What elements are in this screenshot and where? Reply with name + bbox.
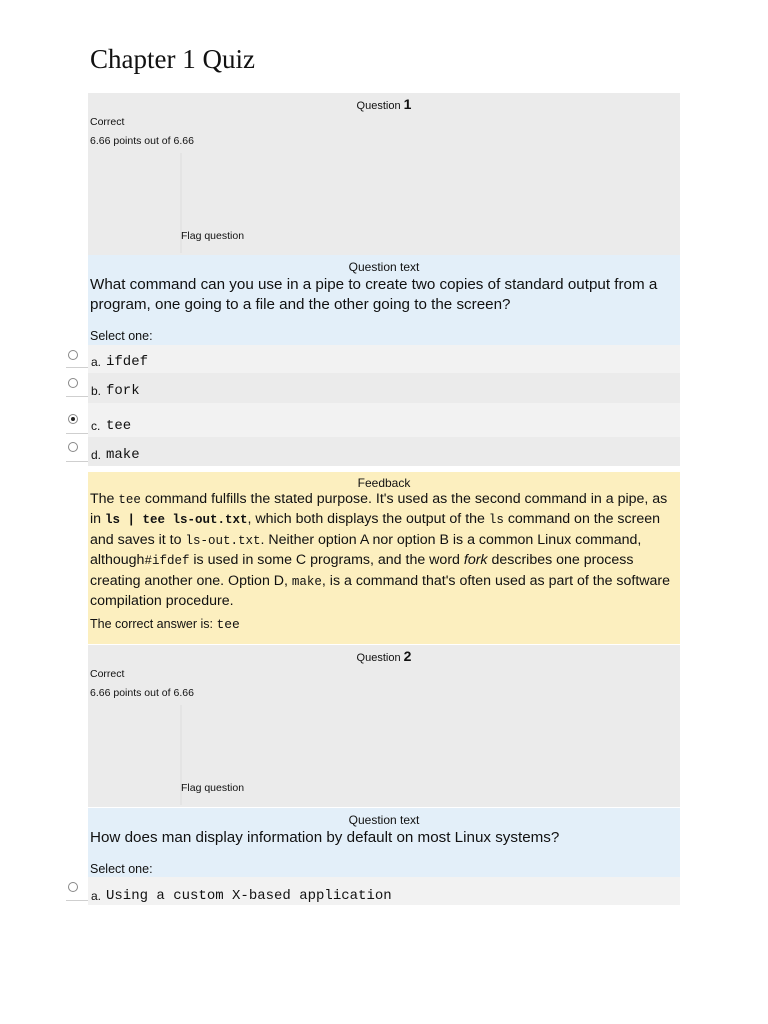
question-text: How does man display information by default on most Linux systems? bbox=[90, 829, 560, 846]
code-text: ls-out.txt bbox=[185, 533, 261, 548]
answer-radio[interactable] bbox=[68, 378, 78, 388]
feedback-text: The tee command fulfills the stated purpose. It's used as the second command in a pipe, as in ls | tee ls-out.txt, which both displays the output of the ls command on the screen and saves it to ls-out.txt. Neither option A nor option B is a common Linux command, although#ifdef is used in some C programs, and the word fork describes one process creating another one. Option D, make, is a command that's often used as part of the software compilation procedure. bbox=[90, 491, 671, 610]
answer-radio-selected[interactable] bbox=[68, 414, 78, 424]
answer-text: fork bbox=[106, 383, 140, 399]
question-number: Question 1 bbox=[356, 96, 412, 112]
correct-answer: The correct answer is: tee bbox=[90, 617, 240, 633]
question-number-value: 2 bbox=[403, 648, 412, 664]
emphasis-text: fork bbox=[463, 552, 488, 569]
question-number: Question 2 bbox=[356, 648, 412, 664]
answer-letter: c. bbox=[91, 419, 101, 433]
feedback-header: Feedback bbox=[357, 476, 411, 490]
divider bbox=[66, 367, 88, 368]
answer-letter: b. bbox=[91, 384, 102, 398]
answer-letter: a. bbox=[91, 889, 102, 903]
select-one-prompt: Select one: bbox=[90, 862, 153, 876]
answer-option[interactable] bbox=[88, 373, 680, 403]
question-text-header: Question text bbox=[348, 813, 420, 827]
answer-text: ifdef bbox=[106, 354, 149, 370]
code-text: tee bbox=[118, 493, 141, 507]
answer-letter: a. bbox=[91, 355, 102, 369]
answer-letter: d. bbox=[91, 448, 102, 462]
feedback-box bbox=[88, 472, 680, 644]
question-info bbox=[88, 93, 680, 255]
question-text: What command can you use in a pipe to create two copies of standard output from a program, one going to a file and the other going to the screen? bbox=[90, 276, 658, 313]
code-text: #ifdef bbox=[144, 554, 190, 569]
select-one-prompt: Select one: bbox=[90, 329, 153, 343]
answer-text: Using a custom X-based application bbox=[106, 888, 392, 904]
answer-text: tee bbox=[106, 418, 132, 434]
question-grade: 6.66 points out of 6.66 bbox=[90, 687, 194, 699]
question-text-header: Question text bbox=[348, 260, 420, 274]
divider bbox=[66, 900, 88, 901]
correct-answer-value: tee bbox=[216, 617, 240, 633]
question-text-box bbox=[88, 808, 680, 877]
question-grade: 6.66 points out of 6.66 bbox=[90, 135, 194, 147]
code-text: ls bbox=[488, 513, 504, 528]
code-text: make bbox=[291, 574, 322, 589]
question-state: Correct bbox=[90, 668, 125, 680]
answer-option[interactable] bbox=[88, 403, 680, 437]
answer-option[interactable] bbox=[88, 877, 680, 905]
answer-option[interactable] bbox=[88, 437, 680, 466]
question-info bbox=[88, 645, 680, 807]
answer-radio[interactable] bbox=[68, 442, 78, 452]
answer-option[interactable] bbox=[88, 345, 680, 373]
divider bbox=[66, 396, 88, 397]
question-number-value: 1 bbox=[403, 96, 412, 112]
question-state: Correct bbox=[90, 116, 125, 128]
flag-question-link[interactable]: Flag question bbox=[181, 782, 245, 794]
question-text-box bbox=[88, 255, 680, 345]
code-text: ls | tee ls-out.txt bbox=[104, 513, 248, 528]
divider bbox=[66, 433, 88, 434]
answer-text: make bbox=[106, 447, 140, 463]
answer-radio[interactable] bbox=[68, 882, 78, 892]
page-title: Chapter 1 Quiz bbox=[90, 44, 255, 74]
flag-question-link[interactable]: Flag question bbox=[181, 230, 245, 242]
answer-radio[interactable] bbox=[68, 350, 78, 360]
divider bbox=[66, 461, 88, 462]
